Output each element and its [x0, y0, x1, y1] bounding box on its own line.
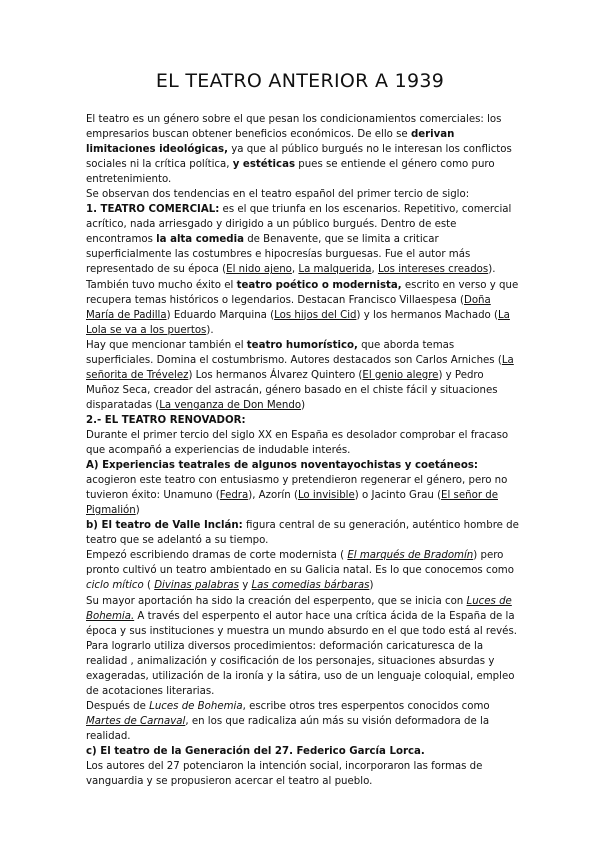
bold-text: derivan limitaciones ideológicas,: [86, 129, 455, 156]
text: acogieron este teatro con entusiasmo y pretendieron regenerar el género, pero no tuvieron éxito: Unamuno (: [86, 475, 508, 502]
intro-paragraph: [86, 112, 520, 187]
renovador-heading: [86, 413, 520, 428]
work-title: Fedra: [219, 490, 249, 502]
text: , escribe otros tres esperpentos conocidos como: [242, 700, 490, 712]
italic-text: ciclo mítico: [86, 580, 144, 592]
humoristico-paragraph: [86, 338, 520, 413]
subsection-heading: A) Experiencias teatrales de algunos noventayochistas y coetáneos:: [86, 460, 478, 472]
text: pues se entiende el género como puro entretenimiento.: [86, 159, 495, 186]
subsection-heading: c) El teatro de la Generación del 27. Federico García Lorca.: [86, 745, 425, 757]
valle-inclan-paragraph: [86, 518, 520, 548]
work-title: Los intereses creados: [377, 264, 489, 276]
text: Hay que mencionar también el: [86, 339, 247, 351]
text: ,: [291, 264, 299, 276]
work-title: Luces de Bohemia.: [86, 595, 512, 622]
comercial-paragraph: [86, 202, 520, 277]
text: Su mayor aportación ha sido la creación del esperpento, que se inicia con: [86, 595, 467, 607]
generacion-27-paragraph: Los autores del 27 potenciaron la intención social, incorporaron las formas de vanguardia y se propusieron acercar el teatro al pueblo.: [86, 761, 483, 788]
text: que aborda temas superficiales. Domina el costumbrismo. Autores destacados son Carlos Arniches (: [86, 339, 502, 366]
subsection-heading: b) El teatro de Valle Inclán:: [86, 520, 243, 532]
work-title: El señor de Pigmalión: [86, 490, 498, 517]
text: de Benavente, que se limita a criticar superficialmente las costumbres e hipocresías burguesas. Fue el autor más representado de su época (: [86, 234, 471, 276]
text: (: [143, 580, 155, 592]
text: figura central de su generación, auténtico hombre de teatro que se adelantó a su tiempo.: [86, 520, 519, 547]
text: ).: [488, 264, 496, 276]
work-title: Las comedias bárbaras: [251, 580, 370, 592]
text: ).: [206, 324, 214, 336]
valle-modernista-paragraph: [86, 548, 520, 593]
section-heading: 1. TEATRO COMERCIAL:: [86, 204, 220, 216]
text: ), Azorín (: [248, 490, 298, 502]
text: es el que triunfa en los escenarios. Repetitivo, comercial acrítico, nada arriesgado y dirigido a un público burgués. Dentro de este encontramos: [86, 204, 512, 246]
renovador-intro: Durante el primer tercio del siglo XX en España es desolador comprobar el fracaso que acompañó a experiencias de indudable interés.: [86, 429, 509, 457]
bold-text: teatro humorístico,: [246, 339, 358, 351]
text: ) Eduardo Marquina (: [166, 309, 275, 321]
text: , en los que radicaliza aún más su visión deformadora de la realidad.: [86, 715, 490, 742]
text: ): [135, 505, 140, 517]
section-heading: 2.- EL TEATRO RENOVADOR:: [86, 414, 246, 426]
noventayochistas-paragraph: [86, 458, 520, 518]
work-title: El marqués de Bradomín: [347, 550, 474, 562]
text: A través del esperpento el autor hace una crítica ácida de la España de la época y sus instituciones y muestra un mundo absurdo en el que todo está al revés. Para lograrlo utiliza diversos procedimientos: deformación caricaturesca de la realidad , animalización y cosificación de los personajes, situaciones absurdas y exageradas, utilización de la ironía y la sátira, uso de un lenguaje coloquial, empleo de acotaciones literarias.: [86, 610, 517, 697]
work-title: Los hijos del Cid: [274, 309, 357, 321]
text: ,: [371, 264, 378, 276]
italic-text: Luces de Bohemia: [149, 700, 243, 712]
text: ) o Jacinto Grau (: [354, 490, 442, 502]
work-title: Martes de Carnaval: [86, 715, 186, 727]
poetico-paragraph: [86, 278, 520, 338]
text: También tuvo mucho éxito el: [86, 279, 237, 291]
work-title: El nido ajeno: [226, 264, 292, 276]
text: ) pero pronto cultivó un teatro ambientado en su Galicia natal. Es lo que conocemos como: [86, 550, 514, 577]
text: escrito en verso y que recupera temas históricos o legendarios. Destacan Francisco Villaespesa (: [86, 279, 519, 306]
generacion-27-heading: [86, 744, 520, 759]
work-title: La malquerida: [298, 264, 372, 276]
esperpento-paragraph: [86, 594, 520, 699]
bold-text: teatro poético o modernista,: [236, 279, 402, 291]
text: ) y Pedro Muñoz Seca, creador del astracán, género basado en el chiste fácil y situaciones disparatadas (: [86, 369, 498, 411]
work-title: Divinas palabras: [154, 580, 239, 592]
text: ) Los hermanos Álvarez Quintero (: [188, 369, 363, 381]
text: Empezó escribiendo dramas de corte modernista (: [86, 550, 348, 562]
text: ) y los hermanos Machado (: [356, 309, 498, 321]
text: El teatro es un género sobre el que pesan los condicionamientos comerciales: los empresarios buscan obtener beneficios económicos. De ello se: [86, 114, 502, 141]
text: ): [301, 399, 306, 411]
bold-text: la alta comedia: [156, 234, 244, 246]
martes-carnaval-paragraph: [86, 699, 520, 744]
text: ya que al público burgués no le interesan los conflictos sociales ni la crítica política,: [86, 144, 512, 171]
work-title: Doña María de Padilla: [86, 294, 491, 321]
text: ): [369, 580, 374, 592]
text: y: [238, 580, 252, 592]
bold-text: y estéticas: [232, 159, 296, 171]
work-title: La venganza de Don Mendo: [159, 399, 302, 411]
document-body: [86, 112, 520, 789]
work-title: La señorita de Trévelez: [86, 354, 514, 381]
work-title: La Lola se va a los puertos: [86, 309, 510, 336]
work-title: El genio alegre: [362, 369, 439, 381]
tendencias-paragraph: Se observan dos tendencias en el teatro español del primer tercio de siglo:: [86, 189, 470, 201]
text: Después de: [86, 700, 150, 712]
work-title: Lo invisible: [297, 490, 355, 502]
page-title: EL TEATRO ANTERIOR A 1939: [155, 70, 445, 92]
